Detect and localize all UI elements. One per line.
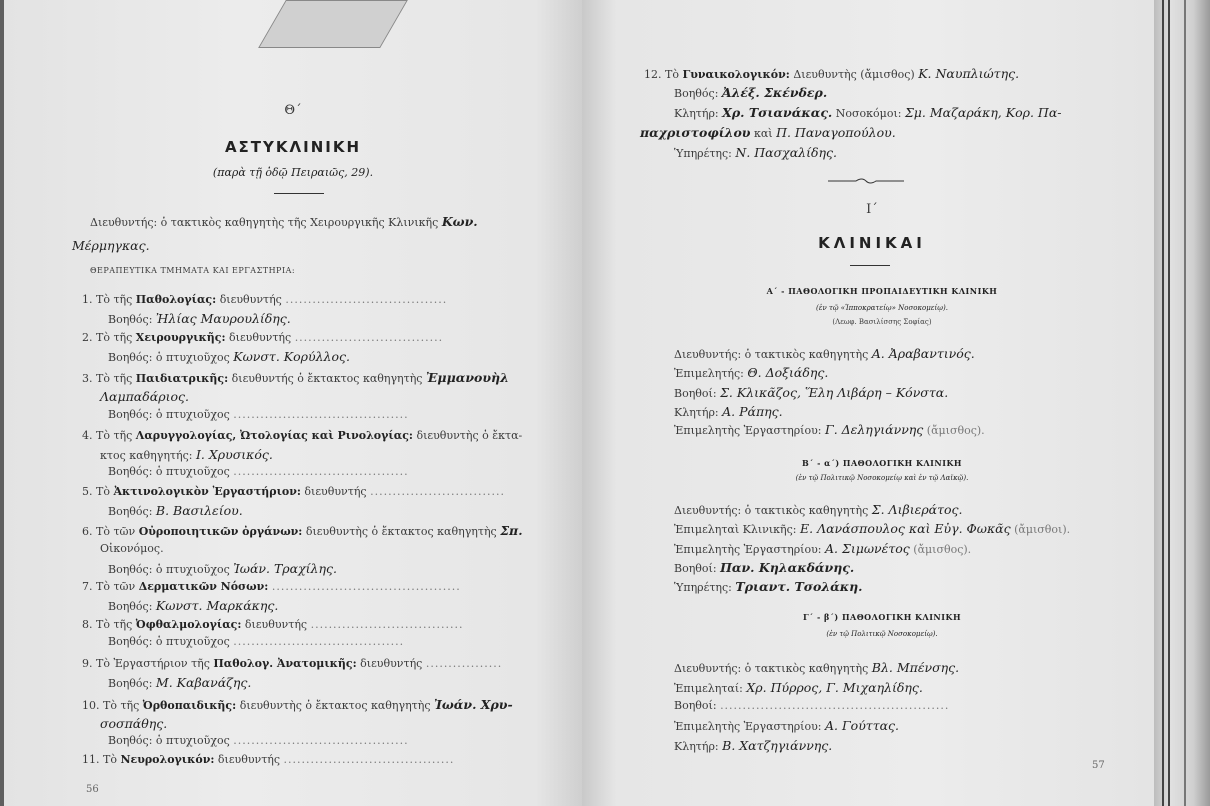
staff-row: Κλητήρ: Α. Ράπης. — [674, 404, 783, 419]
page-number: 57 — [1092, 760, 1105, 771]
staff-row: Βοηθοί: Παν. Κηλακδάνης. — [674, 560, 855, 575]
list-item: 6. Τὸ τῶν Οὐροποιητικῶν ὀργάνων: διευθυντὴς ὁ ἔκτακτος καθηγητὴς Σπ. — [82, 523, 523, 538]
list-item: 10. Τὸ τῆς Ὀρθοπαιδικῆς: διευθυντὴς ὁ ἔκτακτος καθηγητὴς Ἰωάν. Χρυ- — [82, 697, 513, 712]
staff-row: Ὑπηρέτης: Τριαντ. Τσολάκη. — [674, 579, 863, 594]
list-item: 9. Τὸ Ἐργαστήριον τῆς Παθολογ. Ἀνατομικῆς: διευθυντής ................. — [82, 657, 503, 670]
list-item: 4. Τὸ τῆς Λαρυγγολογίας, Ὠτολογίας καὶ Ρινολογίας: διευθυντὴς ὁ ἔκτα- — [82, 429, 523, 442]
section-number: Ι΄ — [866, 202, 878, 217]
list-item: 5. Τὸ Ἀκτινολογικὸν Ἐργαστήριον: διευθυντής .............................. — [82, 485, 505, 498]
staff-row: Ἐπιμελητὴς Ἐργαστηρίου: Α. Σιμωνέτος (ἄμισθος). — [674, 541, 972, 556]
clinic-location: (ἐν τῷ Πολιτικῷ Νοσοκομείῳ καὶ ἐν τῷ Λαϊκῷ). — [795, 474, 969, 482]
staff-row: Διευθυντής: ὁ τακτικὸς καθηγητὴς Σ. Λιβιεράτος. — [674, 502, 963, 517]
clinic-heading: Α΄ - ΠΑΘΟΛΟΓΙΚΗ ΠΡΟΠΑΙΔΕΥΤΙΚΗ ΚΛΙΝΙΚΗ — [766, 286, 998, 296]
director-line: Διευθυντής: ὁ τακτικὸς καθηγητὴς τῆς Χειρουργικῆς Κλινικῆς Κων. — [90, 214, 478, 229]
staff-row: Βοηθοί: Σ. Κλικᾶζος, Ἕλη Λιβάρη – Κόνστα. — [674, 385, 949, 400]
list-item-sub: Βοηθός: Β. Βασιλείου. — [108, 503, 243, 518]
list-item: 1. Τὸ τῆς Παθολογίας: διευθυντής .................................... — [82, 293, 448, 306]
list-item-sub: Βοηθός: ὁ πτυχιοῦχος ....................................... — [108, 734, 409, 747]
list-item-sub: Βοηθός: ὁ πτυχιοῦχος Κωνστ. Κορύλλος. — [108, 349, 350, 364]
list-item: 12. Τὸ Γυναικολογικόν: Διευθυντὴς (ἄμισθος) Κ. Ναυπλιώτης. — [644, 66, 1020, 81]
director-name: Μέρμηγκας. — [72, 238, 150, 253]
staff-row: Ἐπιμελητὴς Ἐργαστηρίου: Α. Γούττας. — [674, 718, 900, 733]
list-item-cont: σοσπάθης. — [100, 716, 168, 731]
list-item-sub: Βοηθός: ὁ πτυχιοῦχος Ἰωάν. Τραχίλης. — [108, 561, 337, 576]
list-item: 7. Τὸ τῶν Δερματικῶν Νόσων: .......................................... — [82, 580, 461, 593]
staff-row: Ἐπιμελητὴς Ἐργαστηρίου: Γ. Δεληγιάννης (ἄμισθος). — [674, 422, 985, 437]
list-item: 2. Τὸ τῆς Χειρουργικῆς: διευθυντής ................................. — [82, 331, 444, 344]
list-item-sub: Βοηθός: ὁ πτυχιοῦχος ....................................... — [108, 465, 409, 478]
list-item-sub: Βοηθός: Μ. Καβανάζης. — [108, 675, 252, 690]
clinic-location: (ἐν τῷ «Ἱπποκρατείῳ» Νοσοκομείῳ). — [816, 304, 948, 312]
page-title: ΑΣΤΥΚΛΙΝΙΚΗ — [224, 138, 362, 156]
page-title: ΚΛΙΝΙΚΑΙ — [818, 234, 926, 252]
list-item-sub: Βοηθός: Ἀλέξ. Σκένδερ. — [674, 85, 828, 100]
staff-row: Ἐπιμελητής: Θ. Δοξιάδης. — [674, 365, 829, 380]
list-item-sub: Βοηθός: ὁ πτυχιοῦχος ...................................... — [108, 635, 405, 648]
divider — [274, 193, 324, 194]
clinic-heading: Β΄ - α΄) ΠΑΘΟΛΟΓΙΚΗ ΚΛΙΝΙΚΗ — [802, 458, 962, 468]
staff-row: Βοηθοί: ................................................... — [674, 699, 950, 712]
clinic-heading: Γ΄ - β΄) ΠΑΘΟΛΟΓΙΚΗ ΚΛΙΝΙΚΗ — [802, 612, 961, 622]
book-edge — [1154, 0, 1210, 806]
list-item-cont: Λαμπαδάριος. — [100, 389, 189, 404]
list-item-cont: Οἰκονόμος. — [100, 542, 164, 555]
section-number: Θ΄ — [284, 103, 302, 118]
departments-heading: ΘΕΡΑΠΕΥΤΙΚΑ ΤΜΗΜΑΤΑ ΚΑΙ ΕΡΓΑΣΤΗΡΙΑ: — [90, 266, 296, 275]
clinic-location-2: (Λεωφ. Βασιλίσσης Σοφίας) — [832, 318, 932, 326]
divider — [850, 265, 890, 266]
list-item: 3. Τὸ τῆς Παιδιατρικῆς: διευθυντής ὁ ἔκτακτος καθηγητὴς Ἐμμανουὴλ — [82, 370, 509, 385]
list-item-cont: κτος καθηγητής: Ι. Χρυσικός. — [100, 447, 273, 462]
list-item-sub: Ὑπηρέτης: Ν. Πασχαλίδης. — [674, 145, 837, 160]
list-item-sub: Βοηθός: Ἠλίας Μαυρουλίδης. — [108, 311, 291, 326]
staff-row: Διευθυντής: ὁ τακτικὸς καθηγητὴς Βλ. Μπένσης. — [674, 660, 960, 675]
list-item-sub: Βοηθός: ὁ πτυχιοῦχος ....................................... — [108, 408, 409, 421]
page-number: 56 — [86, 784, 99, 795]
list-item: 8. Τὸ τῆς Ὀφθαλμολογίας: διευθυντής .................................. — [82, 618, 464, 631]
right-page — [582, 0, 1154, 806]
staff-row: Διευθυντής: ὁ τακτικὸς καθηγητὴς Α. Ἀραβαντινός. — [674, 346, 975, 361]
clinic-location: (ἐν τῷ Πολιτικῷ Νοσοκομείῳ). — [826, 630, 938, 638]
list-item-sub: Κλητήρ: Χρ. Τσιανάκας. Νοσοκόμοι: Σμ. Μαζαράκη, Κορ. Πα- — [674, 105, 1062, 120]
ornament-divider — [828, 176, 904, 186]
list-item: 11. Τὸ Νευρολογικόν: διευθυντής ...................................... — [82, 753, 455, 766]
list-item-sub: Βοηθός: Κωνστ. Μαρκάκης. — [108, 598, 279, 613]
subtitle: (παρὰ τῇ ὁδῷ Πειραιῶς, 29). — [212, 166, 374, 179]
staff-row: Ἐπιμεληταὶ Κλινικῆς: Ε. Λανάσπουλος καὶ Εὐγ. Φωκᾶς (ἄμισθοι). — [674, 521, 1071, 536]
list-item-cont: παχριστοφίλου καὶ Π. Παναγοπούλου. — [640, 125, 896, 140]
left-page — [4, 0, 582, 806]
staff-row: Ἐπιμεληταί: Χρ. Πύρρος, Γ. Μιχαηλίδης. — [674, 680, 923, 695]
staff-row: Κλητήρ: Β. Χατζηγιάννης. — [674, 738, 833, 753]
